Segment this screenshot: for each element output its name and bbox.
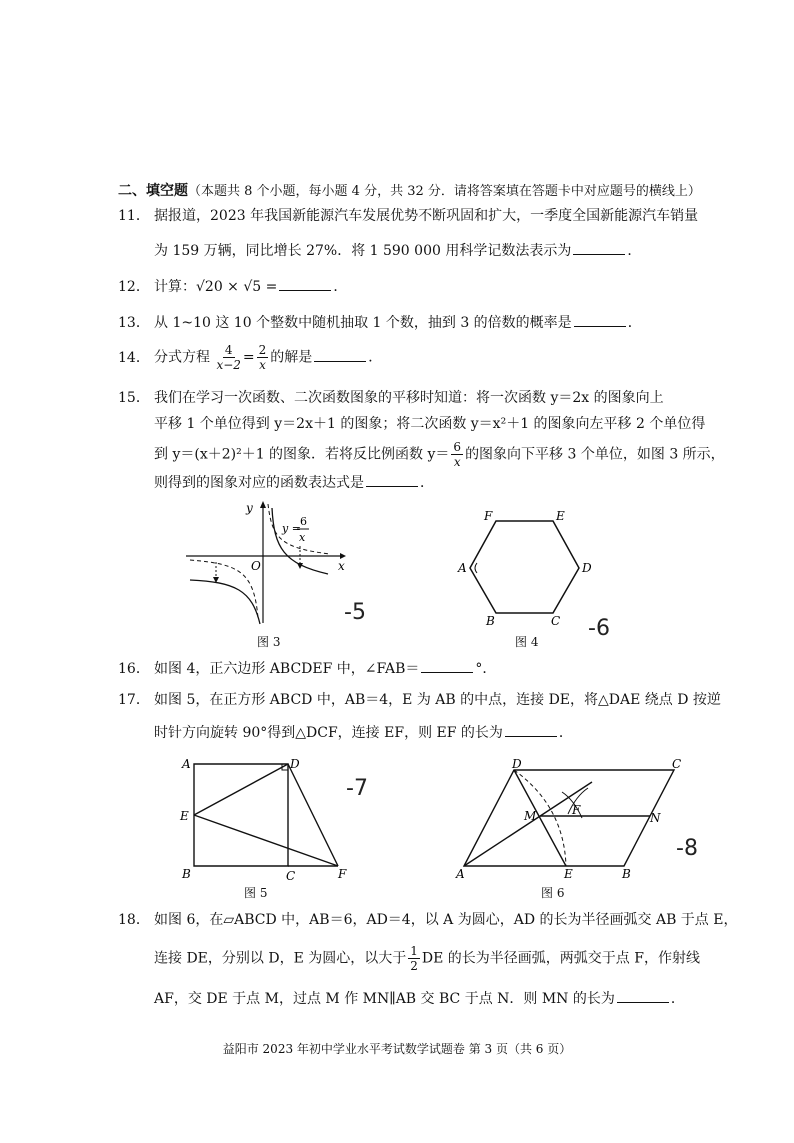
vertex-label-f: F xyxy=(572,803,581,817)
question-text: 连接 DE，分别以 D，E 为圆心，以大于 xyxy=(154,950,407,967)
question-text: 据报道，2023 年我国新能源汽车发展优势不断巩固和扩大，一季度全国新能源汽车销量 xyxy=(154,208,699,224)
question-number: 17． xyxy=(118,692,150,708)
question-17-line2 xyxy=(154,722,573,743)
question-number: 14． xyxy=(118,349,150,366)
figure-6-parallelogram xyxy=(454,756,684,884)
question-17-line1 xyxy=(118,690,721,710)
question-14 xyxy=(118,343,382,372)
curve-label-numerator: 6 xyxy=(300,515,307,528)
vertex-label-e: E xyxy=(556,509,565,523)
question-16 xyxy=(118,658,496,679)
segment-de xyxy=(514,770,566,866)
question-18-line2 xyxy=(154,944,700,973)
punctuation: ． xyxy=(670,991,685,1007)
question-number: 16． xyxy=(118,661,150,677)
figure-3-caption: 图 3 xyxy=(257,635,281,649)
figure-4-caption: 图 4 xyxy=(515,635,539,649)
curve-label: y = xyxy=(282,522,301,535)
question-15-line4 xyxy=(154,472,434,493)
fraction xyxy=(408,944,420,973)
question-text: 如图 4，正六边形 ABCDEF 中，∠FAB＝ xyxy=(154,661,420,677)
fraction xyxy=(451,440,463,469)
vertex-label-d: D xyxy=(582,561,592,575)
parallelogram-abcd xyxy=(464,770,674,866)
numerator: 4 xyxy=(224,343,233,357)
numerator: 6 xyxy=(453,440,462,454)
fraction xyxy=(257,343,269,372)
question-18-line1 xyxy=(118,910,737,930)
punctuation: ． xyxy=(558,725,573,741)
question-text: 平移 1 个单位得到 y＝2x＋1 的图象；将二次函数 y＝x²＋1 的图象向左平移 2 个单位得 xyxy=(154,416,706,432)
handwritten-note: -6 xyxy=(588,616,610,641)
origin-label: O xyxy=(251,559,261,573)
figure-4-hexagon xyxy=(450,508,600,628)
answer-blank xyxy=(617,988,669,1003)
answer-blank xyxy=(573,240,625,255)
answer-blank xyxy=(366,472,418,487)
figure-6-caption: 图 6 xyxy=(541,886,565,900)
question-number: 11． xyxy=(118,208,150,224)
numerator: 1 xyxy=(410,944,418,958)
vertex-label-c: C xyxy=(551,614,561,628)
question-text: 如图 5，在正方形 ABCD 中，AB＝4，E 为 AB 的中点，连接 DE，将△DAE 绕点 D 按逆 xyxy=(154,692,721,708)
question-number: 15． xyxy=(118,390,150,406)
question-text: 分式方程 xyxy=(154,349,210,366)
question-text: 从 1~10 这 10 个整数中随机抽取 1 个数，抽到 3 的倍数的概率是 xyxy=(154,315,572,331)
question-text: DE 的长为半径画弧，两弧交于点 F，作射线 xyxy=(421,950,700,967)
vertex-label-c: C xyxy=(286,869,296,883)
punctuation: ． xyxy=(627,315,642,331)
answer-blank xyxy=(421,658,473,673)
denominator: x−2 xyxy=(216,358,241,372)
question-text: 时针方向旋转 90°得到△DCF，连接 EF，则 EF 的长为 xyxy=(154,725,503,741)
vertex-label-b: B xyxy=(486,614,495,628)
question-15-line2 xyxy=(154,414,705,434)
figure-3-graph xyxy=(180,498,355,628)
segment-de xyxy=(194,764,288,815)
handwritten-note: -5 xyxy=(344,600,366,625)
punctuation: ． xyxy=(420,475,434,491)
shifted-curve-left xyxy=(190,580,260,624)
page-footer: 益阳市 2023 年初中学业水平考试数学试题卷 第 3 页（共 6 页） xyxy=(222,1042,572,1056)
figure-5-square xyxy=(178,756,353,884)
vertex-label-m: M xyxy=(524,809,537,823)
y-label: y xyxy=(246,501,253,515)
question-text: 则得到的图象对应的函数表达式是 xyxy=(154,475,364,491)
question-12 xyxy=(118,276,347,297)
answer-blank xyxy=(314,347,366,362)
question-text: 到 y＝(x＋2)²＋1 的图象．若将反比例函数 y＝ xyxy=(154,446,450,463)
question-15-line3 xyxy=(154,440,725,469)
question-text: 如图 6，在▱ABCD 中，AB＝6，AD＝4，以 A 为圆心，AD 的长为半径画弧交 AB 于点 E， xyxy=(154,912,738,928)
vertex-label-e: E xyxy=(180,809,189,823)
vertex-label-f: F xyxy=(484,509,493,523)
question-number: 18． xyxy=(118,912,150,928)
denominator: 2 xyxy=(410,959,418,973)
original-curve-left xyxy=(190,560,258,618)
vertex-label-n: N xyxy=(650,811,661,825)
vertex-label-d: D xyxy=(290,757,300,771)
question-text: 我们在学习一次函数、二次函数图象的平移时知道：将一次函数 y＝2x 的图象向上 xyxy=(154,390,664,406)
numerator: 2 xyxy=(258,343,267,357)
vertex-label-c: C xyxy=(672,757,682,771)
square-abcd xyxy=(194,764,288,866)
figure-5-caption: 图 5 xyxy=(244,886,268,900)
vertex-label-e: E xyxy=(564,867,573,881)
question-13 xyxy=(118,312,642,333)
punctuation: ． xyxy=(368,349,383,366)
vertex-label-a: A xyxy=(182,757,191,771)
angle-mark xyxy=(475,563,477,573)
question-text: 的图象向下平移 3 个单位，如图 3 所示， xyxy=(465,446,725,463)
vertex-label-d: D xyxy=(512,757,522,771)
regular-hexagon xyxy=(470,521,579,613)
answer-blank xyxy=(279,276,331,291)
vertex-label-f: F xyxy=(338,867,347,881)
denominator: x xyxy=(453,455,461,469)
section-title: 二、填空题 xyxy=(118,183,188,199)
x-label: x xyxy=(338,559,345,573)
vertex-label-a: A xyxy=(456,867,465,881)
question-11-line2 xyxy=(154,240,641,261)
answer-blank xyxy=(505,722,557,737)
section-note: （本题共 8 个小题，每小题 4 分，共 32 分．请将答案填在答题卡中对应题号的横线上） xyxy=(188,184,701,199)
vertex-label-a: A xyxy=(458,561,467,575)
question-15-line1 xyxy=(118,388,664,408)
question-text: AF，交 DE 于点 M，过点 M 作 MN∥AB 交 BC 于点 N．则 MN 的长为 xyxy=(154,991,615,1007)
equals-sign: = xyxy=(242,349,255,366)
question-number: 13． xyxy=(118,315,150,331)
math-expression: √20 × √5 = xyxy=(196,279,278,295)
section-heading xyxy=(118,180,701,200)
question-18-line3 xyxy=(154,988,685,1009)
fraction xyxy=(216,343,240,372)
denominator: x xyxy=(259,358,266,372)
y-axis-arrow xyxy=(260,501,266,508)
question-text: 为 159 万辆，同比增长 27%．将 1 590 000 用科学记数法表示为 xyxy=(154,243,572,259)
vertex-label-b: B xyxy=(182,867,191,881)
answer-blank xyxy=(574,312,626,327)
handwritten-note: -8 xyxy=(676,836,698,861)
question-11-line1 xyxy=(118,206,698,226)
handwritten-note: -7 xyxy=(346,776,368,801)
punctuation: ． xyxy=(627,243,642,259)
curve-label-denominator: x xyxy=(299,531,306,544)
question-text: 计算： xyxy=(154,279,196,295)
vertex-label-b: B xyxy=(622,867,631,881)
punctuation: ． xyxy=(333,279,348,295)
question-number: 12． xyxy=(118,279,150,295)
question-text: 的解是 xyxy=(270,349,313,366)
punctuation: °． xyxy=(475,661,497,677)
